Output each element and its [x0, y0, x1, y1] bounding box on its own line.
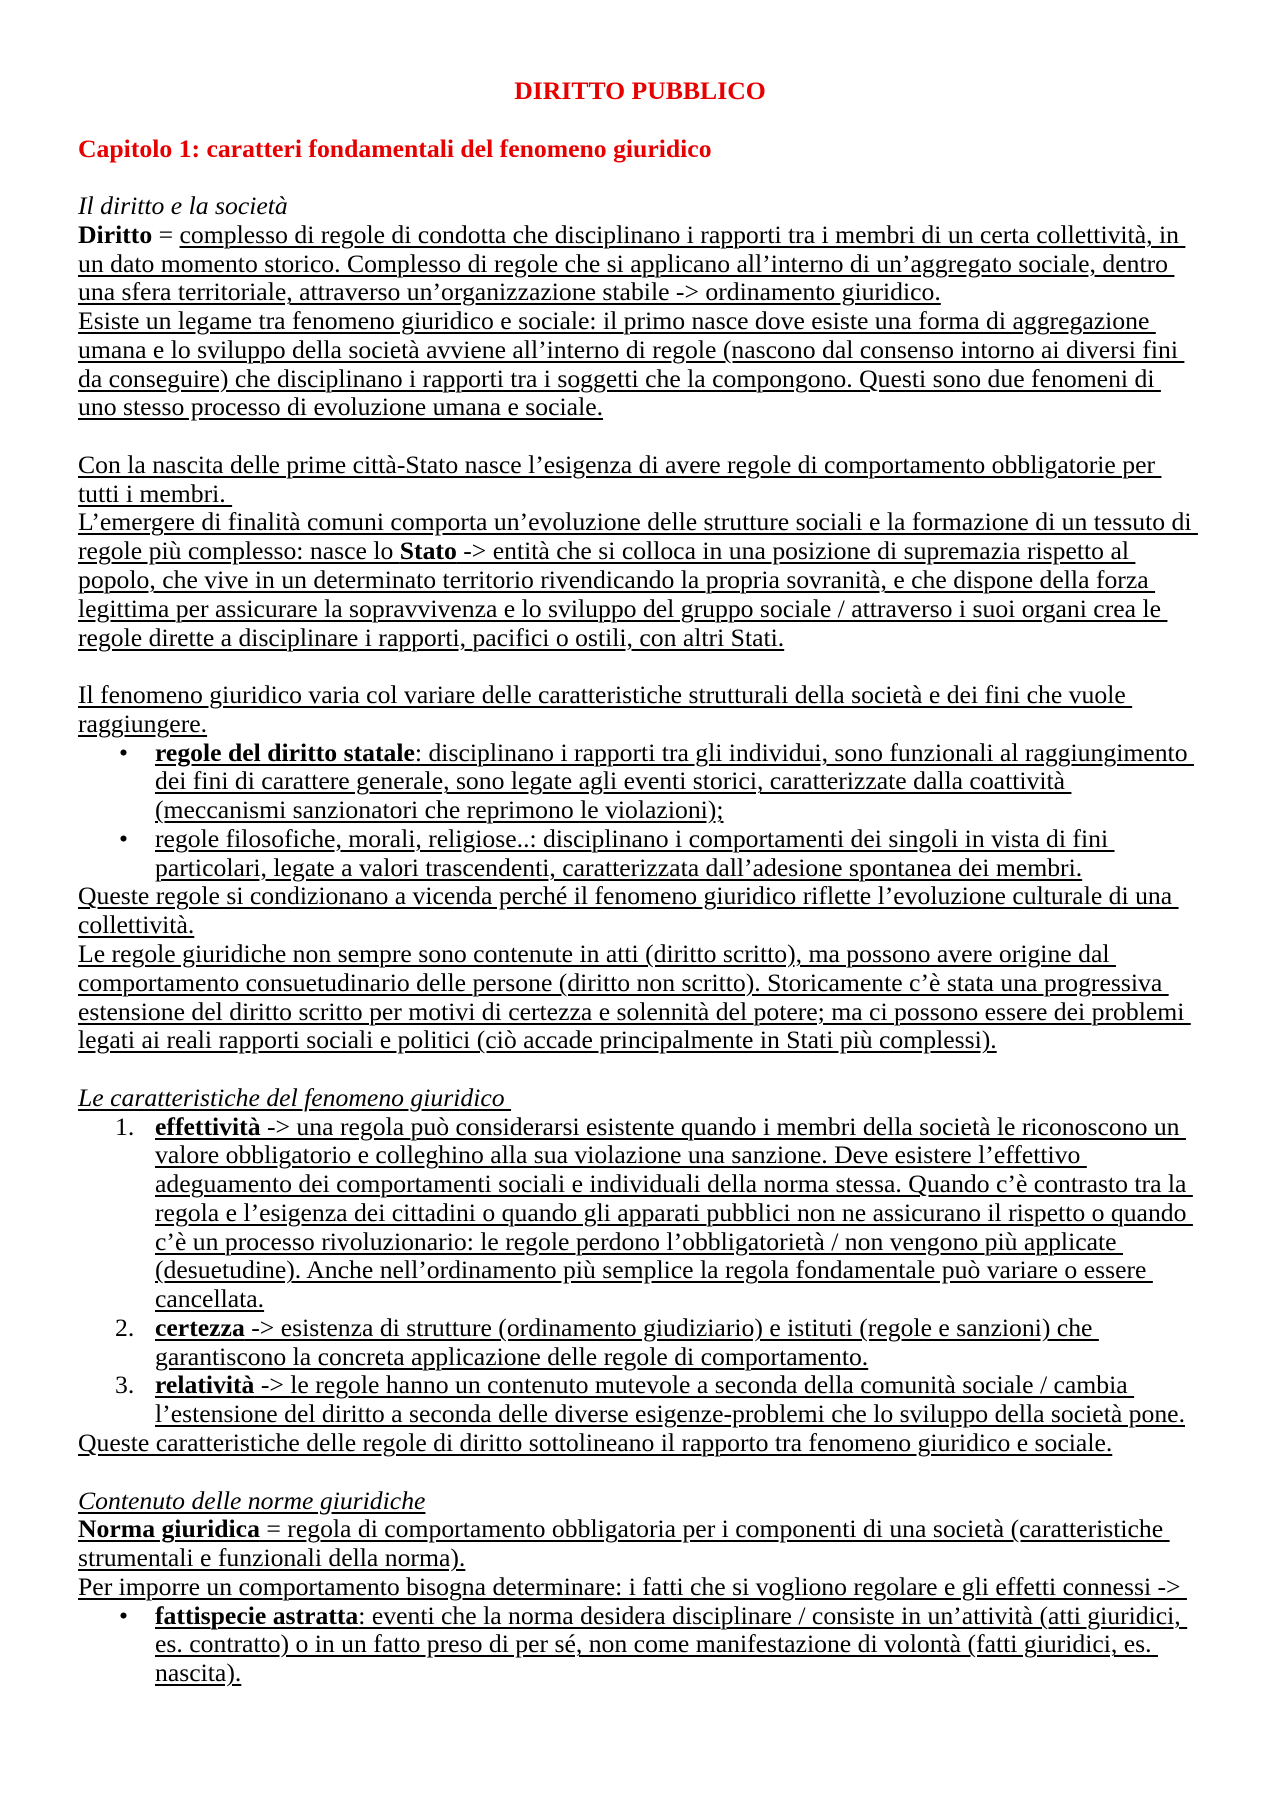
bold-term: Norma giuridica	[78, 1514, 260, 1544]
text-line	[155, 1630, 1202, 1659]
text-run: nascita).	[155, 1658, 242, 1688]
text-run: -> le regole hanno un contenuto mutevole a seconda della comunità sociale / cambia	[254, 1370, 1135, 1400]
text-run: dei fini di carattere generale, sono legate agli eventi storici, caratterizzate dalla coattività	[155, 766, 1072, 796]
text-line	[155, 1113, 1202, 1142]
section	[78, 681, 1202, 1055]
text-line	[155, 767, 1202, 796]
text-run: : disciplinano i rapporti tra gli individui, sono funzionali al raggiungimento	[414, 737, 1194, 767]
list-item	[78, 1602, 1202, 1688]
list-number: 1.	[115, 1111, 135, 1141]
text-run: Il diritto e la società	[78, 191, 288, 221]
text-run: comportamento consuetudinario delle persone (diritto non scritto). Storicamente c’è stata una progressiva	[78, 967, 1169, 997]
text-run: una sfera territoriale, attraverso un’organizzazione stabile -> ordinamento giuridico.	[78, 277, 941, 307]
text-run: popolo, che vive in un determinato territorio rivendicando la propria sovranità, e che dispone della forza	[78, 565, 1156, 595]
text-line	[155, 1400, 1202, 1429]
text-run: collettività.	[78, 910, 195, 940]
text-run: (meccanismi sanzionatori che reprimono le violazioni);	[155, 795, 724, 825]
paragraph	[78, 1573, 1202, 1602]
text-line	[155, 1371, 1202, 1400]
text-run: l’estensione del diritto a seconda delle diverse esigenze-problemi che lo sviluppo della società pone.	[155, 1399, 1186, 1429]
list-item	[78, 1113, 1202, 1314]
text-run: es. contratto) o in un fatto preso di per sé, non come manifestazione di volontà (fatti giuridici, es.	[155, 1629, 1158, 1659]
bold-term: fattispecie astratta	[155, 1600, 359, 1630]
text-line	[78, 365, 1202, 394]
list-number: 2.	[115, 1312, 135, 1342]
list-number: 3.	[115, 1370, 135, 1400]
text-line	[78, 1544, 1202, 1573]
text-line	[78, 451, 1202, 480]
text-run: Per imporre un comportamento bisogna determinare: i fatti che si vogliono regolare e gli effetti connessi ->	[78, 1571, 1187, 1601]
text-run: garantiscono la concreta applicazione delle regole di comportamento.	[155, 1341, 869, 1371]
text-line	[78, 882, 1202, 911]
text-line	[155, 1343, 1202, 1372]
text-line	[155, 1602, 1202, 1631]
list-item	[78, 739, 1202, 825]
document-page	[78, 77, 1202, 1688]
text-run: complesso di regole di condotta che disciplinano i rapporti tra i membri di un certa collettività, in	[179, 219, 1186, 249]
text-run: adeguamento dei comportamenti sociali e individuali della norma stessa. Quando c’è contrasto tra la	[155, 1169, 1193, 1199]
text-line	[78, 1515, 1202, 1544]
text-run: regole dirette a disciplinare i rapporti, pacifici o ostili, con altri Stati.	[78, 622, 785, 652]
text-line	[155, 854, 1202, 883]
text-run: umana e lo sviluppo della società avviene all’interno di regole (nascono dal consenso intorno ai diversi fini	[78, 334, 1185, 364]
text-line	[155, 825, 1202, 854]
document-title: DIRITTO PUBBLICO	[514, 76, 766, 105]
section-heading-line	[78, 192, 1202, 221]
paragraph	[78, 508, 1202, 652]
list-item	[78, 825, 1202, 883]
text-run: un dato momento storico. Complesso di regole che si applicano all’interno di un’aggregato sociale, dentro	[78, 248, 1175, 278]
text-run: Esiste un legame tra fenomeno giuridico e sociale: il primo nasce dove esiste una forma di aggregazione	[78, 306, 1156, 336]
text-line	[78, 595, 1202, 624]
section	[78, 1487, 1202, 1688]
text-run: valore obbligatorio e colleghino alla sua violazione una sanzione. Deve esistere l’effettivo	[155, 1140, 1087, 1170]
paragraph	[78, 221, 1202, 307]
text-line	[78, 1026, 1202, 1055]
text-line	[155, 1141, 1202, 1170]
bold-term: Stato	[399, 536, 457, 566]
text-line	[78, 278, 1202, 307]
section-heading	[78, 1487, 1202, 1516]
paragraph	[78, 940, 1202, 1055]
text-run: particolari, legate a valori trascendenti, caratterizzata dall’adesione spontanea dei membri.	[155, 852, 1083, 882]
text-line	[78, 998, 1202, 1027]
bullet-list	[78, 1602, 1202, 1688]
bold-term: Diritto	[78, 219, 153, 249]
bold-term: regole del diritto statale	[155, 737, 415, 767]
paragraph	[78, 1429, 1202, 1458]
text-line	[78, 1573, 1202, 1602]
text-run: regole più complesso: nasce lo	[78, 536, 400, 566]
text-line	[78, 221, 1202, 250]
section-heading	[78, 192, 1202, 221]
text-line	[78, 624, 1202, 653]
bullet-marker: •	[119, 1600, 128, 1630]
text-line	[78, 940, 1202, 969]
text-line	[155, 1199, 1202, 1228]
text-line	[78, 508, 1202, 537]
section-heading-line	[78, 1084, 1202, 1113]
text-run: Le regole giuridiche non sempre sono contenute in atti (diritto scritto), ma possono avere origine dal	[78, 938, 1116, 968]
bullet-marker: •	[119, 823, 128, 853]
text-run: -> esistenza di strutture (ordinamento giudiziario) e istituti (regole e sanzioni) che	[244, 1312, 1099, 1342]
text-line	[78, 250, 1202, 279]
text-line	[155, 1256, 1202, 1285]
text-line	[155, 1170, 1202, 1199]
text-line	[78, 681, 1202, 710]
text-run: Il fenomeno giuridico varia col variare delle caratteristiche strutturali della società e dei fini che vuole	[78, 680, 1133, 710]
section-heading	[78, 1084, 1202, 1113]
text-run: uno stesso processo di evoluzione umana e sociale.	[78, 392, 604, 422]
text-run: =	[152, 219, 180, 249]
paragraph	[78, 307, 1202, 422]
text-run: (desuetudine). Anche nell’ordinamento più semplice la regola fondamentale può variare o essere	[155, 1255, 1153, 1285]
bold-term: relatività	[155, 1370, 255, 1400]
text-run: : eventi che la norma desidera disciplinare / consiste in un’attività (atti giuridici,	[358, 1600, 1188, 1630]
section-heading-line	[78, 1487, 1202, 1516]
text-line	[155, 1659, 1202, 1688]
text-line	[78, 307, 1202, 336]
chapter-title: Capitolo 1: caratteri fondamentali del fenomeno giuridico	[78, 133, 712, 163]
text-run: legati ai reali rapporti sociali e politici (ciò accade principalmente in Stati più complessi).	[78, 1025, 997, 1055]
list-item	[78, 1314, 1202, 1372]
paragraph	[78, 1515, 1202, 1573]
text-run: cancellata.	[155, 1284, 265, 1314]
bold-term: certezza	[155, 1312, 245, 1342]
section	[78, 451, 1202, 652]
text-run: legittima per assicurare la sopravvivenza e lo sviluppo del gruppo sociale / attraverso i suoi organi crea le	[78, 593, 1168, 623]
text-run: = regola di comportamento obbligatoria per i componenti di una società (caratteristiche	[259, 1514, 1170, 1544]
text-line	[78, 336, 1202, 365]
text-line	[155, 739, 1202, 768]
text-line	[78, 969, 1202, 998]
list-item	[78, 1371, 1202, 1429]
section	[78, 192, 1202, 422]
bullet-marker: •	[119, 737, 128, 767]
text-run: Contenuto delle norme giuridiche	[78, 1485, 426, 1515]
text-line	[78, 566, 1202, 595]
paragraph	[78, 451, 1202, 509]
text-run: L’emergere di finalità comuni comporta un’evoluzione delle strutture sociali e la formazione di un tessuto di	[78, 507, 1198, 537]
text-run: -> entità che si colloca in una posizione di supremazia rispetto al	[456, 536, 1136, 566]
text-line	[155, 1285, 1202, 1314]
numbered-list	[78, 1113, 1202, 1429]
text-line	[78, 480, 1202, 509]
text-line	[78, 911, 1202, 940]
bold-term: effettività	[155, 1111, 261, 1141]
text-line	[155, 796, 1202, 825]
text-run: c’è un processo rivoluzionario: le regole perdono l’obbligatorietà / non vengono più applicate	[155, 1226, 1123, 1256]
text-run: regole filosofiche, morali, religiose..: disciplinano i comportamenti dei singoli in vista di fini	[155, 823, 1115, 853]
text-line	[155, 1228, 1202, 1257]
text-line	[78, 1429, 1202, 1458]
text-run: estensione del diritto scritto per motivi di certezza e solennità del potere; ma ci possono essere dei problemi	[78, 996, 1191, 1026]
text-run: Queste regole si condizionano a vicenda perché il fenomeno giuridico riflette l’evoluzione culturale di una	[78, 881, 1179, 911]
paragraph	[78, 681, 1202, 739]
text-run: tutti i membri.	[78, 478, 233, 508]
document-body	[78, 192, 1202, 1688]
text-line	[78, 710, 1202, 739]
paragraph	[78, 882, 1202, 940]
text-run: raggiungere.	[78, 708, 208, 738]
text-line	[78, 393, 1202, 422]
text-run: Queste caratteristiche delle regole di diritto sottolineano il rapporto tra fenomeno giuridico e sociale.	[78, 1427, 1113, 1457]
section	[78, 1084, 1202, 1458]
text-run: Con la nascita delle prime città-Stato nasce l’esigenza di avere regole di comportamento obbligatorie per	[78, 449, 1162, 479]
text-line	[78, 537, 1202, 566]
text-line	[155, 1314, 1202, 1343]
text-run: -> una regola può considerarsi esistente quando i membri della società le riconoscono un	[260, 1111, 1186, 1141]
bullet-list	[78, 739, 1202, 883]
text-run: da conseguire) che disciplinano i rapporti tra i soggetti che la compongono. Questi sono due fenomeni di	[78, 363, 1161, 393]
text-run: Le caratteristiche del fenomeno giuridico	[78, 1082, 512, 1112]
text-run: strumentali e funzionali della norma).	[78, 1543, 466, 1573]
text-run: regola e l’esigenza dei cittadini o quando gli apparati pubblici non ne assicurano il rispetto o quando	[155, 1197, 1193, 1227]
